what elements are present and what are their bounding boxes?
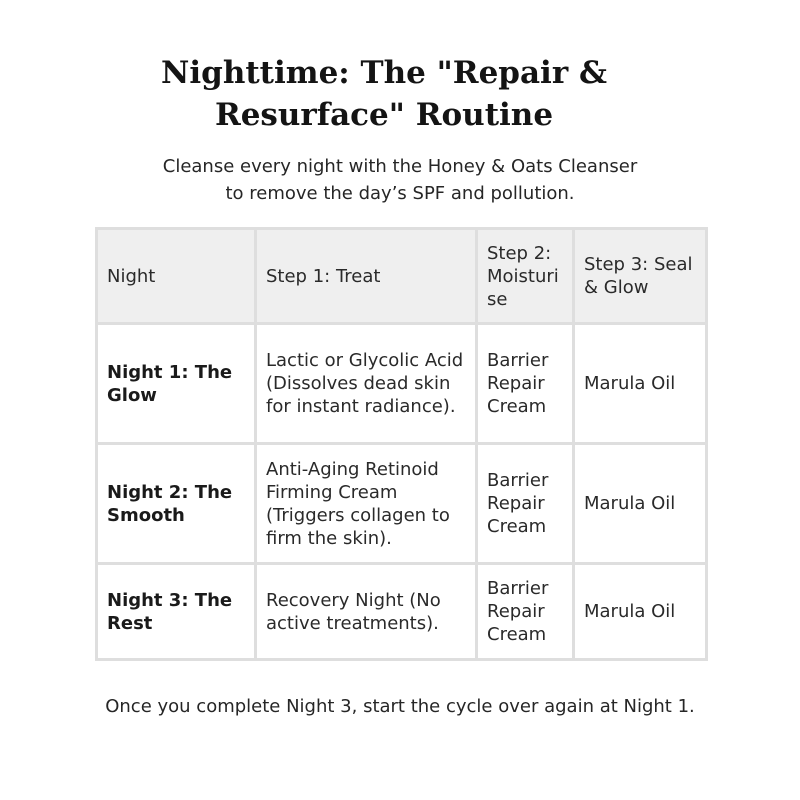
moisturise-cell: Barrier Repair Cream (477, 444, 574, 564)
header-step-1: Step 1: Treat (256, 229, 477, 324)
night-cell: Night 1: The Glow (97, 324, 256, 444)
moisturise-cell: Barrier Repair Cream (477, 324, 574, 444)
treat-cell: Lactic or Glycolic Acid (Dissolves dead skin for instant radiance). (256, 324, 477, 444)
seal-cell: Marula Oil (574, 324, 707, 444)
outro-text: Once you complete Night 3, start the cycle over again at Night 1. (105, 696, 695, 717)
title-line-1: Nighttime: The "Repair & (161, 55, 607, 91)
header-night: Night (97, 229, 256, 324)
intro-text (0, 153, 800, 207)
table-row (97, 564, 707, 660)
routine-table (95, 227, 708, 661)
intro-line-2: to remove the day’s SPF and pollution. (225, 183, 575, 204)
seal-cell: Marula Oil (574, 564, 707, 660)
moisturise-cell: Barrier Repair Cream (477, 564, 574, 660)
table-header-row (97, 229, 707, 324)
table-row (97, 444, 707, 564)
night-cell: Night 2: The Smooth (97, 444, 256, 564)
intro-line-1: Cleanse every night with the Honey & Oats Cleanser (162, 156, 638, 177)
treat-cell: Recovery Night (No active treatments). (256, 564, 477, 660)
treat-cell: Anti-Aging Retinoid Firming Cream (Triggers collagen to firm the skin). (256, 444, 477, 564)
header-step-3: Step 3: Seal & Glow (574, 229, 707, 324)
header-step-2: Step 2: Moisturise (477, 229, 574, 324)
page-title (0, 52, 768, 136)
night-cell: Night 3: The Rest (97, 564, 256, 660)
title-line-2: Resurface" Routine (214, 97, 554, 133)
seal-cell: Marula Oil (574, 444, 707, 564)
table-row (97, 324, 707, 444)
